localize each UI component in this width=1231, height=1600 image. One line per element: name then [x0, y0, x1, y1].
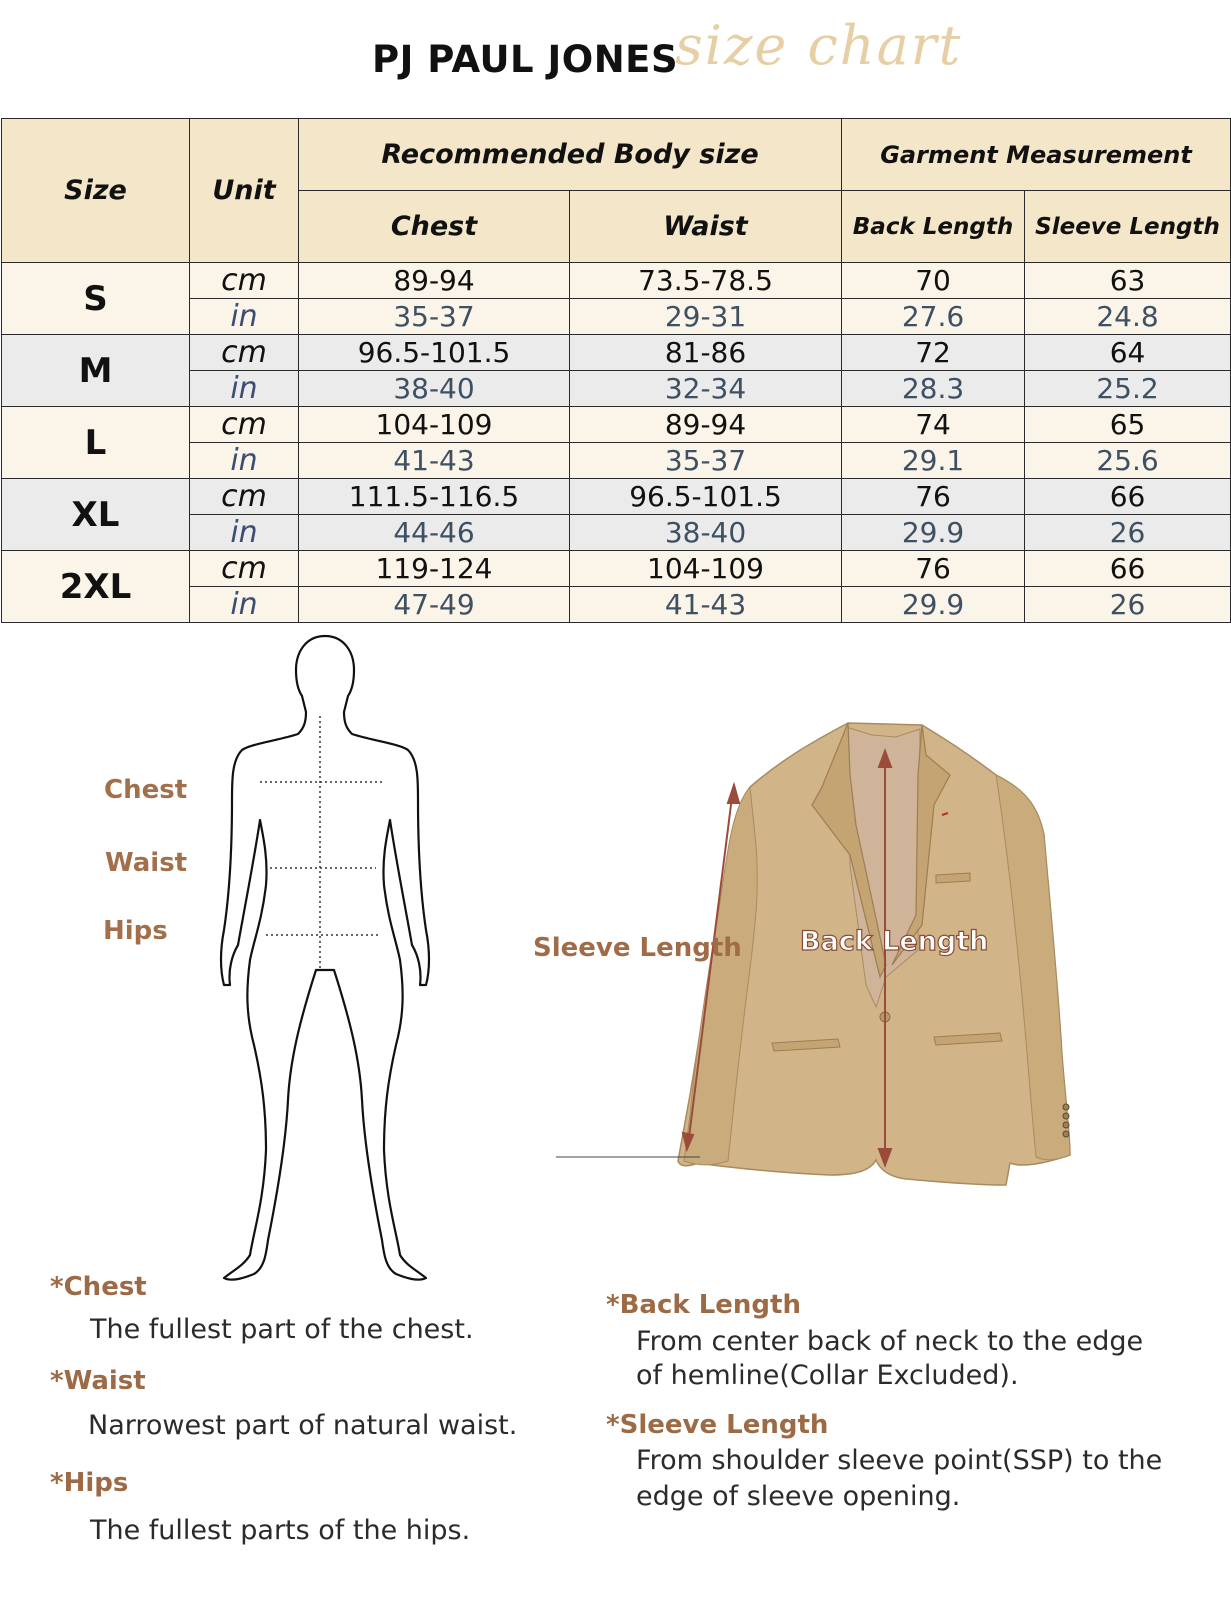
back-length-cell: 29.1: [842, 443, 1025, 479]
back-length-cell: 74: [842, 407, 1025, 443]
chest-cell: 35-37: [299, 299, 570, 335]
waist-cell: 89-94: [570, 407, 842, 443]
script-title: size chart: [675, 14, 963, 77]
table-row: [2, 263, 1231, 299]
header: [0, 0, 1231, 110]
waist-cell: 81-86: [570, 335, 842, 371]
size-cell: S: [2, 263, 190, 335]
definition-title-back-length: *Back Length: [606, 1290, 801, 1320]
col-header-unit: Unit: [190, 119, 299, 263]
brand-name: PJ PAUL JONES: [372, 38, 679, 81]
col-header-chest: Chest: [299, 191, 570, 263]
definition-title-hips: *Hips: [50, 1468, 129, 1498]
unit-cell: cm: [190, 479, 299, 515]
definition-text-back-length-2: of hemline(Collar Excluded).: [636, 1360, 1019, 1391]
table-row: [2, 335, 1231, 371]
chest-cell: 47-49: [299, 587, 570, 623]
col-header-waist: Waist: [570, 191, 842, 263]
size-cell: L: [2, 407, 190, 479]
sleeve-length-cell: 66: [1025, 479, 1231, 515]
body-label-hips: Hips: [103, 916, 168, 946]
chest-cell: 111.5-116.5: [299, 479, 570, 515]
definition-title-sleeve-length: *Sleeve Length: [606, 1410, 829, 1440]
col-header-sleeve-length: Sleeve Length: [1025, 191, 1231, 263]
jacket-label-sleeve-length: Sleeve Length: [533, 933, 742, 963]
chest-cell: 89-94: [299, 263, 570, 299]
waist-cell: 29-31: [570, 299, 842, 335]
sleeve-length-cell: 64: [1025, 335, 1231, 371]
unit-cell: in: [190, 299, 299, 335]
sleeve-length-cell: 26: [1025, 515, 1231, 551]
group-header-garment: Garment Measurement: [842, 119, 1231, 191]
chest-cell: 119-124: [299, 551, 570, 587]
definition-title-chest: *Chest: [50, 1272, 147, 1302]
chest-cell: 44-46: [299, 515, 570, 551]
sleeve-length-cell: 26: [1025, 587, 1231, 623]
table-row: [2, 479, 1231, 515]
unit-cell: in: [190, 443, 299, 479]
sleeve-length-cell: 25.6: [1025, 443, 1231, 479]
waist-cell: 35-37: [570, 443, 842, 479]
sleeve-length-cell: 66: [1025, 551, 1231, 587]
chest-cell: 104-109: [299, 407, 570, 443]
waist-cell: 96.5-101.5: [570, 479, 842, 515]
unit-cell: cm: [190, 407, 299, 443]
back-length-cell: 29.9: [842, 515, 1025, 551]
back-length-cell: 70: [842, 263, 1025, 299]
sleeve-length-cell: 63: [1025, 263, 1231, 299]
unit-cell: cm: [190, 551, 299, 587]
waist-cell: 38-40: [570, 515, 842, 551]
chest-cell: 41-43: [299, 443, 570, 479]
waist-cell: 41-43: [570, 587, 842, 623]
body-label-waist: Waist: [105, 848, 188, 878]
sleeve-length-cell: 24.8: [1025, 299, 1231, 335]
back-length-cell: 29.9: [842, 587, 1025, 623]
waist-cell: 32-34: [570, 371, 842, 407]
chest-cell: 38-40: [299, 371, 570, 407]
sleeve-length-cell: 25.2: [1025, 371, 1231, 407]
waist-cell: 73.5-78.5: [570, 263, 842, 299]
definition-text-sleeve-length-2: edge of sleeve opening.: [636, 1481, 961, 1512]
unit-cell: cm: [190, 335, 299, 371]
unit-cell: in: [190, 371, 299, 407]
table-header-row: [2, 119, 1231, 191]
size-cell: 2XL: [2, 551, 190, 623]
back-length-cell: 76: [842, 551, 1025, 587]
back-length-cell: 28.3: [842, 371, 1025, 407]
definition-text-hips: The fullest parts of the hips.: [90, 1515, 471, 1546]
body-figure-illustration: [210, 630, 440, 1290]
definition-text-sleeve-length-1: From shoulder sleeve point(SSP) to the: [636, 1445, 1163, 1476]
chest-cell: 96.5-101.5: [299, 335, 570, 371]
definition-text-waist: Narrowest part of natural waist.: [88, 1410, 518, 1441]
sleeve-length-cell: 65: [1025, 407, 1231, 443]
definition-title-waist: *Waist: [50, 1366, 146, 1396]
unit-cell: in: [190, 515, 299, 551]
col-header-size: Size: [2, 119, 190, 263]
definition-text-back-length-1: From center back of neck to the edge: [636, 1326, 1144, 1357]
group-header-body: Recommended Body size: [299, 119, 842, 191]
back-length-cell: 76: [842, 479, 1025, 515]
body-label-chest: Chest: [104, 775, 188, 805]
size-table: [1, 118, 1231, 623]
table-row: [2, 407, 1231, 443]
col-header-back-length: Back Length: [842, 191, 1025, 263]
unit-cell: cm: [190, 263, 299, 299]
back-length-cell: 72: [842, 335, 1025, 371]
size-cell: M: [2, 335, 190, 407]
jacket-label-back-length: Back Length: [800, 926, 989, 957]
unit-cell: in: [190, 587, 299, 623]
size-cell: XL: [2, 479, 190, 551]
back-length-cell: 27.6: [842, 299, 1025, 335]
waist-cell: 104-109: [570, 551, 842, 587]
definition-text-chest: The fullest part of the chest.: [90, 1314, 474, 1345]
table-row: [2, 551, 1231, 587]
